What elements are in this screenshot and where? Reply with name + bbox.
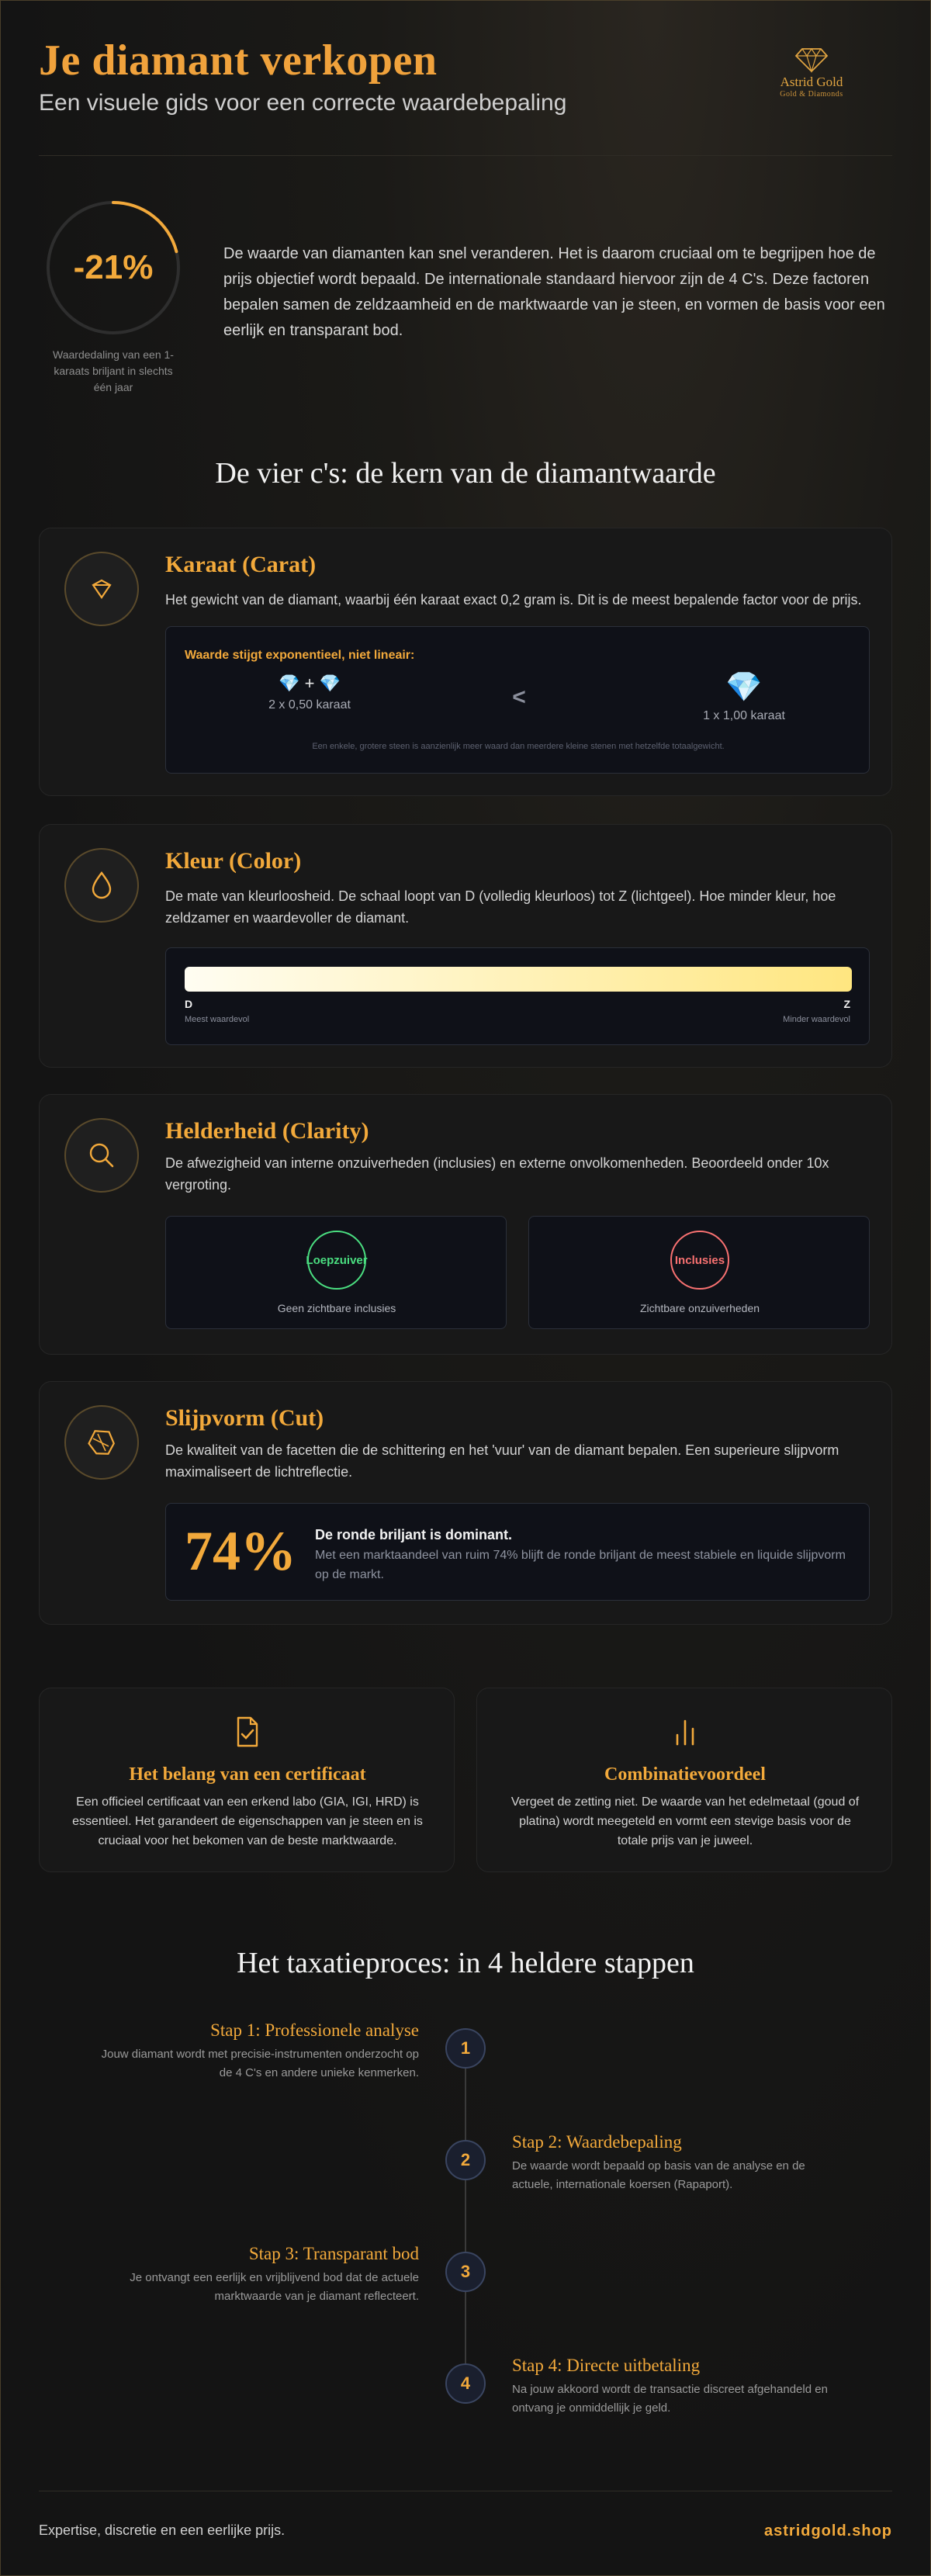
color-scale-start: D (185, 998, 193, 1010)
certificate-desc: Een officieel certificaat van een erkend labo (GIA, IGI, HRD) is essentieel. Het garandeert de eigenschappen van je steen en is cruciaal voor het bekomen van de beste marktwaarde. (72, 1795, 423, 1847)
two-diamonds-icon: 💎 + 💎 (279, 673, 341, 693)
color-panel (165, 947, 870, 1045)
gem-icon (88, 577, 115, 601)
logo-tagline: Gold & Diamonds (780, 90, 843, 99)
step-1-title: Stap 1: Professionele analyse (210, 2020, 419, 2040)
carat-title: Karaat (Carat) (165, 552, 317, 577)
step-3 (93, 2244, 419, 2306)
clarity-flawless-box (165, 1216, 507, 1329)
step-1-desc: Jouw diamant wordt met precisie-instrumenten onderzocht op de 4 C's en andere unieke kenmerken. (101, 2048, 419, 2079)
timeline-line (465, 2048, 466, 2382)
intro-section (39, 198, 892, 400)
carat-desc: Het gewicht van de diamant, waarbij één karaat exact 0,2 gram is. Dit is de meest bepalende factor voor de prijs. (165, 592, 862, 608)
certificate-card (39, 1688, 455, 1872)
diamond-icon: 💎 (725, 671, 763, 704)
logo-name: Astrid Gold (780, 74, 843, 89)
carat-right-label: 1 x 1,00 karaat (703, 709, 785, 722)
step-3-desc: Je ontvangt een eerlijk en vrijblijvend bod dat de actuele marktwaarde van je diamant reflecteert. (130, 2271, 419, 2303)
bar-chart-icon (670, 1715, 701, 1749)
cut-gem-icon (85, 1426, 118, 1459)
color-desc: De mate van kleurloosheid. De schaal loopt van D (volledig kleurloos) tot Z (lichtgeel). Hoe minder kleur, hoe zeldzamer en waardevoller de diamant. (165, 888, 836, 926)
step-2-desc: De waarde wordt bepaald op basis van de analyse en de actuele, internationale koersen (Rapaport). (512, 2159, 805, 2191)
color-title: Kleur (Color) (165, 848, 302, 874)
page-subtitle: Een visuele gids voor een correcte waardebepaling (39, 90, 567, 116)
step-3-number: 3 (445, 2252, 486, 2292)
stat-value: -21% (73, 248, 154, 286)
magnifier-icon (86, 1140, 117, 1171)
step-2 (512, 2132, 838, 2194)
clarity-title: Helderheid (Clarity) (165, 1118, 369, 1144)
clarity-inclusions-box (528, 1216, 870, 1329)
carat-large-stone (647, 670, 841, 723)
intro-text: De waarde van diamanten kan snel veranderen. Het is daarom cruciaal om te begrijpen hoe de prijs objectief wordt bepaald. De internationale standaard hiervoor zijn de 4 C's. Deze factoren bepalen samen de zeldzaamheid en de marktwaarde van je steen, en vormen de basis voor een eerlijk en transparant bod. (223, 245, 885, 339)
stat-ring (43, 198, 183, 396)
inclusions-badge: Inclusies (670, 1231, 729, 1290)
diamond-logo-icon (794, 47, 829, 73)
combination-desc: Vergeet de zetting niet. De waarde van het edelmetaal (goud of platina) wordt meegeteld en vormt een stevige basis voor de totale prijs van je juweel. (510, 1795, 860, 1847)
cut-icon-wrap (64, 1405, 139, 1480)
droplet-icon (88, 870, 115, 901)
carat-panel (165, 626, 870, 774)
process-title: Het taxatieproces: in 4 heldere stappen (237, 1947, 694, 1979)
flawless-badge: Loepzuiver (307, 1231, 366, 1290)
logo[interactable] (765, 47, 858, 99)
certificate-title: Het belang van een certificaat (129, 1764, 366, 1785)
step-1-number: 1 (445, 2028, 486, 2069)
step-4 (512, 2356, 838, 2418)
footer-tagline: Expertise, discretie en een eerlijke prijs. (39, 2522, 286, 2538)
step-2-number: 2 (445, 2140, 486, 2180)
step-3-title: Stap 3: Transparant bod (248, 2244, 419, 2263)
cut-panel (165, 1503, 870, 1601)
step-4-number: 4 (445, 2363, 486, 2404)
color-end-label: Minder waardevol (783, 1015, 850, 1024)
step-1 (93, 2020, 419, 2083)
certificate-icon (232, 1715, 263, 1749)
color-scale-bar (185, 967, 852, 992)
page-header (39, 36, 892, 156)
cut-card (39, 1381, 892, 1625)
clarity-panels (165, 1216, 870, 1329)
carat-panel-heading: Waarde stijgt exponentieel, niet lineair: (185, 649, 415, 662)
step-4-desc: Na jouw akkoord wordt de transactie discreet afgehandeld en ontvang je onmiddellijk je geld. (512, 2383, 828, 2415)
inclusions-caption: Zichtbare onzuiverheden (639, 1302, 760, 1314)
carat-small-stones (213, 673, 407, 712)
carat-left-label: 2 x 0,50 karaat (268, 698, 351, 712)
color-icon-wrap (64, 848, 139, 923)
less-than-sign: < (512, 684, 526, 710)
footer-site-link[interactable]: astridgold.shop (764, 2522, 892, 2540)
color-card (39, 824, 892, 1068)
combination-title: Combinatievoordeel (604, 1764, 766, 1785)
clarity-card (39, 1094, 892, 1355)
combination-card (476, 1688, 892, 1872)
stat-caption: Waardedaling van een 1-karaats briljant in slechts één jaar (53, 348, 174, 393)
step-2-title: Stap 2: Waardebepaling (512, 2132, 682, 2152)
page-footer (39, 2491, 892, 2545)
cut-desc: De kwaliteit van de facetten die de schittering en het 'vuur' van de diamant bepalen. Een superieure slijpvorm maximaliseert de lichtreflectie. (165, 1442, 839, 1480)
step-4-title: Stap 4: Directe uitbetaling (512, 2356, 701, 2375)
cut-stat-desc: Met een marktaandeel van ruim 74% blijft de ronde briljant de meest stabiele en liquide slijpvorm op de markt. (315, 1549, 846, 1581)
color-start-label: Meest waardevol (185, 1015, 250, 1024)
clarity-icon-wrap (64, 1118, 139, 1193)
cut-title: Slijpvorm (Cut) (165, 1405, 324, 1431)
clarity-desc: De afwezigheid van interne onzuiverheden (inclusies) en externe onvolkomenheden. Beoordeeld onder 10x vergroting. (165, 1155, 829, 1193)
carat-card (39, 528, 892, 796)
cut-stat: 74% (185, 1520, 296, 1582)
color-scale-end: Z (843, 998, 850, 1010)
four-cs-title: De vier c's: de kern van de diamantwaarde (215, 457, 716, 490)
flawless-caption: Geen zichtbare inclusies (277, 1302, 396, 1314)
carat-icon-wrap (64, 552, 139, 626)
carat-footnote: Een enkele, grotere steen is aanzienlijk meer waard dan meerdere kleine stenen met hetzelfde totaalgewicht. (312, 742, 725, 751)
cut-stat-title: De ronde briljant is dominant. (315, 1527, 513, 1542)
page-title: Je diamant verkopen (39, 36, 438, 85)
